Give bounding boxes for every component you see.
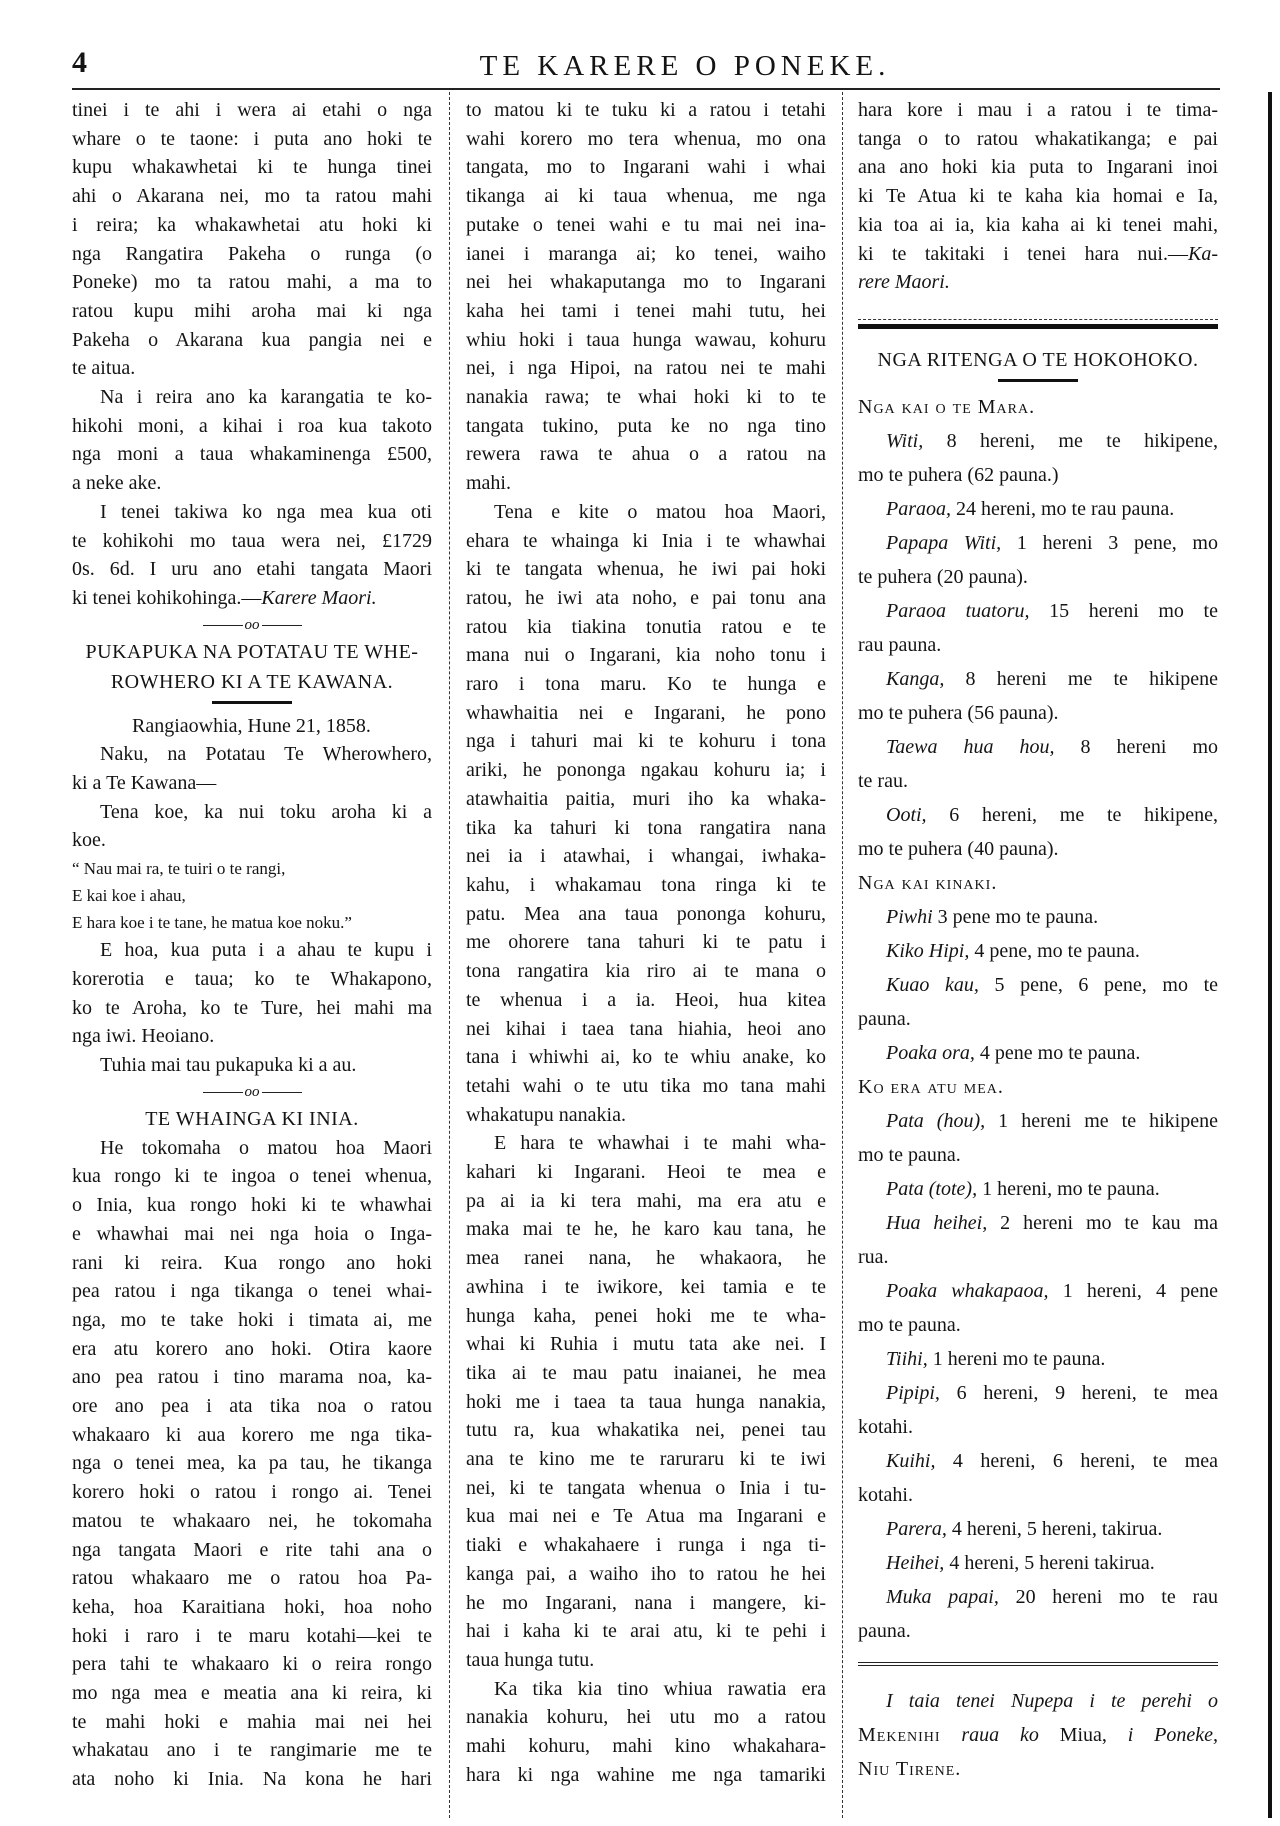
text-line	[858, 492, 1218, 526]
text-line: nanakia kohuru, hei utu mo a ratou	[466, 1706, 826, 1729]
price-item	[858, 1444, 1218, 1512]
text-line: whakatau ano i te rangimarie me te	[72, 1739, 432, 1762]
heading-line: NGA RITENGA O TE HOKOHOKO.	[877, 348, 1199, 371]
text: 3 pene mo te pauna.	[932, 905, 1099, 928]
text-line: nga o tenei mea, ka pa tau, he tikanga	[72, 1452, 432, 1475]
italic-text: Papapa Witi,	[886, 531, 1002, 554]
text-line: mea ranei nana, he whakaora, he	[466, 1247, 826, 1270]
text-line	[858, 1752, 1218, 1786]
text-line: ko te Aroha, ko te Ture, hei mahi ma	[72, 996, 432, 1019]
text-line: nei kihai i taea tana hiahia, heoi ano	[466, 1017, 826, 1040]
price-item	[858, 1172, 1218, 1206]
text-line: te whenua i a ia. Heoi, hua kitea	[466, 988, 826, 1011]
text-line	[858, 730, 1218, 764]
text-line: whare o te taone: i puta ano hoki te	[72, 127, 432, 150]
text-line	[858, 268, 1218, 297]
price-item	[858, 1546, 1218, 1580]
text-line: Poneke) mo ta ratou mahi, a ma to	[72, 271, 432, 294]
text-line: ratou whakaaro me o ratou hoa Pa-	[72, 1567, 432, 1590]
text-line: pera tahi te whakaaro ki o reira rongo	[72, 1653, 432, 1676]
text: 1 hereni, 4 pene	[1048, 1279, 1219, 1302]
price-item	[858, 1036, 1218, 1070]
italic-text: Kanga,	[886, 667, 945, 690]
text-line: me ohorere tana tahuri ki te patu i	[466, 931, 826, 954]
text-line: nga, mo te take hoki i timata ai, me	[72, 1308, 432, 1331]
price-item	[858, 1342, 1218, 1376]
text-line	[858, 1104, 1218, 1138]
price-item	[858, 1274, 1218, 1342]
price-item	[858, 424, 1218, 492]
text-line: tana i whiwhi ai, ko te whiu anake, ko	[466, 1046, 826, 1069]
text-line	[858, 1546, 1218, 1580]
text-line: nga i tahuri mai ki te kohuru i tona	[466, 730, 826, 753]
text: 5 pene, 6 pene, mo te	[978, 973, 1219, 996]
text-line: ki Te Atua ki te kaha kia homai e Ia,	[858, 185, 1218, 208]
italic-text: Muka papai,	[886, 1585, 999, 1608]
small-caps-text: Niu Tirene.	[858, 1757, 962, 1780]
text-line: pauna.	[858, 1007, 911, 1030]
text-line: Pakeha o Akarana kua pangia nei e	[72, 328, 432, 351]
text-line: korerotia e taua; ko te Whakapono,	[72, 967, 432, 990]
text: 8 hereni me te hikipene	[944, 667, 1218, 690]
text-line: kua rongo ki te ingoa o tenei whenua,	[72, 1165, 432, 1188]
text-line: korero hoki o ratou i rongo ai. Tenei	[72, 1481, 432, 1504]
italic-text: Ooti,	[886, 803, 927, 826]
heading-line: PUKAPUKA NA POTATAU TE WHE-	[85, 640, 419, 663]
price-item	[858, 1376, 1218, 1444]
italic-text: Karere Maori.	[261, 586, 377, 609]
text-line: patu. Mea ana taua pononga kohuru,	[466, 902, 826, 925]
italic-text: Kuao kau,	[886, 973, 979, 996]
paragraph	[72, 383, 432, 498]
text-line: Tuhia mai tau pukapuka ki a au.	[100, 1053, 357, 1076]
text-line: whakatupu nanakia.	[466, 1103, 626, 1126]
text-line: tanga o to ratou whakatikanga; e pai	[858, 127, 1218, 150]
italic-text: Heihei,	[886, 1551, 945, 1574]
italic-text: Hua heihei,	[886, 1211, 988, 1234]
text-line: hoki i raro i te maru kotahi—kei te	[72, 1624, 432, 1647]
divider-bar	[203, 625, 243, 626]
text-line: tangata, mo to Ingarani wahi i whai	[466, 156, 826, 179]
text-line: te puhera (20 pauna).	[858, 565, 1028, 588]
text-line: ano pea ratou i tino marama noa, ka-	[72, 1366, 432, 1389]
text-line: ariki, he pononga ngakau kohuru ia; i	[466, 759, 826, 782]
text-line: Naku, na Potatau Te Wherowhero,	[100, 743, 432, 766]
paragraph	[72, 798, 432, 855]
text-line	[858, 1206, 1218, 1240]
text-line: rau pauna.	[858, 633, 942, 656]
text-line	[858, 424, 1218, 458]
text-line	[858, 798, 1218, 832]
divider-bar	[203, 1092, 243, 1093]
text-line: nanakia rawa; te whai hoki ki to te	[466, 386, 826, 409]
italic-text: Piwhi	[886, 905, 933, 928]
text: 1 hereni, mo te pauna.	[977, 1177, 1160, 1200]
text-line: ratou kia tiakina tonutia ratou e te	[466, 615, 826, 638]
paragraph	[466, 498, 826, 1129]
newspaper-title: TE KARERE O PONEKE.	[479, 50, 891, 82]
text-line: ianei i maranga ai; ko tenei, waiho	[466, 242, 826, 265]
price-category: Nga kai o te Mara.	[858, 395, 1036, 418]
text-line: tetahi wahi o te utu tika mo tana mahi	[466, 1074, 826, 1097]
heading-line: TE WHAINGA KI INIA.	[145, 1107, 359, 1130]
thick-rule	[858, 324, 1218, 329]
text-line: kahari ki Ingarani. Heoi te mea e	[466, 1161, 826, 1184]
price-item	[858, 662, 1218, 730]
paragraph	[72, 1134, 432, 1794]
italic-text: Witi,	[886, 429, 924, 452]
text-line: kahu, i whakamau tona ringa ki te	[466, 873, 826, 896]
text: 4 hereni, 5 hereni, takirua.	[946, 1517, 1163, 1540]
text-line	[858, 1580, 1218, 1614]
text-line: te kohikohi mo taua wera nei, £1729	[72, 529, 432, 552]
italic-text: Taewa hua hou,	[886, 735, 1055, 758]
italic-text: Tiihi,	[886, 1347, 928, 1370]
italic-text: I taia tenei Nupepa i te perehi o	[886, 1689, 1218, 1712]
price-item	[858, 934, 1218, 968]
text-line: rua.	[858, 1245, 889, 1268]
text-line: hunga kaha, penei hoki me te wha-	[466, 1304, 826, 1327]
text-line: pauna.	[858, 1619, 911, 1642]
text-line: nga tangata Maori e rite tahi ana o	[72, 1538, 432, 1561]
italic-text: Paraoa tuatoru,	[886, 599, 1030, 622]
text: ki tenei kohikohinga.—	[72, 586, 262, 609]
italic-text: raua ko	[940, 1723, 1060, 1746]
text-line: pea ratou i nga tikanga o tenei whai-	[72, 1280, 432, 1303]
text-line: ata noho ki Inia. Na kona he hari	[72, 1768, 432, 1791]
price-item	[858, 594, 1218, 662]
text-line: maka mai te he, he karo kau tana, he	[466, 1218, 826, 1241]
italic-text: rere Maori.	[858, 271, 950, 294]
text: 8 hereni, me te hikipene,	[923, 429, 1218, 452]
text-line: hara kore i mau i a ratou i te tima-	[858, 99, 1218, 121]
article-heading	[72, 637, 432, 697]
text-line: kia toa ai ia, kia kaha ai ki tenei mahi,	[858, 213, 1218, 236]
text-line: hoki me i taea ta taua hunga nanakia,	[466, 1390, 826, 1413]
italic-text: Kuihi,	[886, 1449, 936, 1472]
text-line: rani ki reira. Kua rongo ano hoki	[72, 1251, 432, 1274]
poem-quote	[72, 855, 432, 936]
column-1	[72, 96, 432, 1794]
text-line: tangata tukino, puta ke no nga tino	[466, 414, 826, 437]
paragraph	[72, 936, 432, 1051]
poem-line: E kai koe i ahau,	[72, 886, 186, 906]
text-line: mo te pauna.	[858, 1313, 961, 1336]
text-line	[858, 1274, 1218, 1308]
column-2	[466, 96, 826, 1789]
text-line: era atu korero ano hoki. Otira kaore	[72, 1337, 432, 1360]
italic-text: Pipipi,	[886, 1381, 940, 1404]
text-line: taua hunga tutu.	[466, 1648, 595, 1671]
text-line: e whawhai mai nei nga hoia o Inga-	[72, 1222, 432, 1245]
text-line: mo te puhera (40 pauna).	[858, 837, 1059, 860]
paragraph	[72, 498, 432, 613]
paragraph	[466, 1129, 826, 1674]
text-line: nga moni a taua whakaminenga £500,	[72, 443, 432, 466]
text-line	[858, 240, 1218, 269]
paragraph	[466, 1675, 826, 1790]
column-divider	[449, 92, 450, 1818]
text: 20 hereni mo te rau	[998, 1585, 1218, 1608]
italic-text: Pata (tote),	[886, 1177, 978, 1200]
header-rule	[72, 88, 1220, 90]
text-line: Tena e kite o matou hoa Maori,	[494, 500, 826, 523]
italic-text: Parera,	[886, 1517, 947, 1540]
paragraph	[72, 1051, 432, 1080]
text: 1 hereni 3 pene, mo	[1001, 531, 1218, 554]
text-line: rewera rawa te ahua o a ratou na	[466, 443, 826, 466]
text-line: tiaki e whakahaere i runga i nga ti-	[466, 1534, 826, 1557]
text-line: tika ka tahuri ki tona rangatira nana	[466, 816, 826, 839]
text-line: kotahi.	[858, 1415, 913, 1438]
dateline: Rangiaowhia, Hune 21, 1858.	[132, 714, 371, 737]
italic-text: Poaka whakapaoa,	[886, 1279, 1049, 1302]
text-line: nei ia i atawhai, i whangai, iwhaka-	[466, 845, 826, 868]
text-line: Na i reira ano ka karangatia te ko-	[100, 386, 432, 409]
paragraph	[72, 740, 432, 797]
text-line: ki a Te Kawana—	[72, 772, 217, 795]
text-line: whawhaitia nei e Ingarani, he pono	[466, 701, 826, 724]
price-item	[858, 492, 1218, 526]
text-line: tona rangatira kia riro ai te mana o	[466, 960, 826, 983]
text-line: ratou, he iwi ata noho, e pai tonu ana	[466, 586, 826, 609]
italic-text: i Poneke,	[1106, 1723, 1218, 1746]
text-line: Ka tika kia tino whiua rawatia era	[494, 1677, 826, 1700]
italic-text: Paraoa,	[886, 497, 951, 520]
text: 1 hereni me te hikipene	[985, 1109, 1218, 1132]
text-line: whai ki Ruhia i mutu tata ake nei. I	[466, 1333, 826, 1356]
section-divider	[72, 1080, 432, 1104]
price-item	[858, 968, 1218, 1036]
poem-line: E hara koe i te tane, he matua koe noku.”	[72, 913, 352, 933]
text-line: pa ai ia ki tera mahi, ma era atu e	[466, 1189, 826, 1212]
printer-imprint	[858, 1684, 1218, 1786]
paragraph	[72, 96, 432, 383]
text-line: tutu ra, kua whakatika nei, penei tau	[466, 1419, 826, 1442]
text-line: he mo Ingarani, nana i mangere, ki-	[466, 1591, 826, 1614]
text-line: mo te puhera (56 pauna).	[858, 701, 1059, 724]
price-item	[858, 730, 1218, 798]
text-line: atawhaitia paitia, muri iho ka whaka-	[466, 787, 826, 810]
text-line: putake o tenei wahi e tu mai nei ina-	[466, 213, 826, 236]
text-line: kanga pai, a waiho iho to ratou he hei	[466, 1562, 826, 1585]
text-line: mahi kohuru, mahi kino whakahara-	[466, 1735, 826, 1758]
poem-line: “ Nau mai ra, te tuiri o te rangi,	[72, 859, 286, 879]
text-line: Tena koe, ka nui toku aroha ki a	[100, 800, 432, 823]
text-line: ehara te whainga ki Inia i te whawhai	[466, 529, 826, 552]
text: 4 hereni, 5 hereni takirua.	[944, 1551, 1155, 1574]
small-caps-text: Mekenihi	[858, 1723, 941, 1746]
text-line: nga iwi. Heoiano.	[72, 1025, 215, 1048]
text-line: whakaaro ki aua korero me nga tika-	[72, 1423, 432, 1446]
price-item	[858, 900, 1218, 934]
text-line: keha, hoa Karaitiana hoki, hoa noho	[72, 1595, 432, 1618]
divider-ornament: oo	[244, 616, 260, 633]
paragraph	[858, 96, 1218, 297]
price-item	[858, 1580, 1218, 1648]
text: 6 hereni, me te hikipene,	[926, 803, 1218, 826]
text-line: mana nui o Ingarani, kia noho tonu i	[466, 644, 826, 667]
italic-text: Poaka ora,	[886, 1041, 975, 1064]
price-category: Nga kai kinaki.	[858, 871, 998, 894]
text-line: tika ai te mau patu inaianei, he mea	[466, 1361, 826, 1384]
text-line: ore ano pea i ata tika noa o ratou	[72, 1395, 432, 1418]
short-rule	[998, 379, 1078, 382]
divider-bar	[262, 1092, 302, 1093]
text-line: a neke ake.	[72, 472, 162, 495]
text: 15 hereni mo te	[1029, 599, 1218, 622]
text-line	[858, 594, 1218, 628]
text-line	[72, 584, 432, 613]
text-line: te aitua.	[72, 357, 136, 380]
text-line: ki te tangata whenua, he iwi pai hoki	[466, 558, 826, 581]
article-heading	[72, 1104, 432, 1134]
text-line: hikohi moni, a kihai i roa kua takoto	[72, 414, 432, 437]
text-line: to matou ki te tuku ki a ratou i tetahi	[466, 99, 826, 121]
italic-text: Pata (hou),	[886, 1109, 986, 1132]
text-line: whiu hoki i taua hunga wawau, kohuru	[466, 328, 826, 351]
text: 24 hereni, mo te rau pauna.	[951, 497, 1175, 520]
text-line	[858, 1718, 1218, 1752]
column-divider	[842, 92, 843, 1818]
double-rule	[858, 1662, 1218, 1666]
text-line: mahi.	[466, 472, 511, 495]
text-line	[858, 662, 1218, 696]
price-item	[858, 526, 1218, 594]
text-line	[858, 1512, 1218, 1546]
text-line: nei, i nga Hipoi, na ratou nei te mahi	[466, 357, 826, 380]
text-line: o Inia, kua rongo hoki ki te whawhai	[72, 1194, 432, 1217]
text-line: E hoa, kua puta i a ahau te kupu i	[100, 939, 432, 962]
text-line: ana te kino me te raruraru ki te iwi	[466, 1448, 826, 1471]
text-line: kaha hei tami i tenei mahi tutu, hei	[466, 299, 826, 322]
divider-bar	[262, 625, 302, 626]
text: ki te takitaki i tenei hara nui.—	[858, 242, 1188, 265]
text-line	[858, 1172, 1218, 1206]
text-line: ratou kupu mihi aroha mai ki nga	[72, 299, 432, 322]
text: 4 pene mo te pauna.	[974, 1041, 1141, 1064]
text: 4 pene, mo te pauna.	[969, 939, 1140, 962]
short-rule	[212, 701, 292, 704]
price-item	[858, 1206, 1218, 1274]
text-line	[858, 526, 1218, 560]
text: 2 hereni mo te kau ma	[987, 1211, 1218, 1234]
text: 6 hereni, 9 hereni, te mea	[939, 1381, 1218, 1404]
price-item	[858, 1104, 1218, 1172]
text-line	[858, 1684, 1218, 1718]
text-line: awhina i te iwikore, kei tamia e te	[466, 1275, 826, 1298]
text-line: ana ano hoki kia puta to Ingarani inoi	[858, 156, 1218, 179]
text-line: I tenei takiwa ko nga mea kua oti	[100, 500, 432, 523]
heading-line: ROWHERO KI A TE KAWANA.	[110, 670, 394, 693]
text-line: te mahi hoki e mahia mai nei hei	[72, 1710, 432, 1733]
text-line: te rau.	[858, 769, 908, 792]
section-end-rule	[858, 319, 1218, 329]
italic-text: Ka-	[1188, 242, 1218, 265]
text-line: nei hei whakaputanga mo to Ingarani	[466, 271, 826, 294]
text-line	[858, 1342, 1218, 1376]
price-category: Ko era atu mea.	[858, 1075, 1004, 1098]
text-line: kotahi.	[858, 1483, 913, 1506]
text-line: tikanga ai ki taua whenua, me nga	[466, 185, 826, 208]
text-line: ahi o Akarana nei, mo ta ratou mahi	[72, 185, 432, 208]
section-divider	[72, 613, 432, 637]
text: 4 hereni, 6 hereni, te mea	[935, 1449, 1218, 1472]
text-line: wahi korero mo tera whenua, mo ona	[466, 127, 826, 150]
page-number: 4	[72, 46, 87, 79]
text: Miua,	[1059, 1723, 1107, 1746]
text: 8 hereni mo	[1054, 735, 1218, 758]
italic-text: Kiko Hipi,	[886, 939, 970, 962]
text-line	[858, 934, 1218, 968]
paragraph	[466, 96, 826, 498]
text-line: kupu whakawhetai ki te hunga tinei	[72, 156, 432, 179]
article-heading	[858, 345, 1218, 375]
text-line: hai i kaha ki te arai atu, ki te pehi i	[466, 1620, 826, 1643]
text-line: He tokomaha o matou hoa Maori	[100, 1136, 432, 1159]
text-line: i reira; ka whakawhetai atu hoki ki	[72, 213, 432, 236]
text-line: koe.	[72, 829, 106, 852]
text-line: raro i tona maru. Ko te hunga e	[466, 673, 826, 696]
text: 1 hereni mo te pauna.	[927, 1347, 1106, 1370]
text-line	[858, 1444, 1218, 1478]
text-line	[858, 968, 1218, 1002]
text-line: tinei i te ahi i wera ai etahi o nga	[72, 99, 432, 121]
text-line	[858, 1036, 1218, 1070]
divider-ornament: oo	[244, 1083, 260, 1100]
text-line: mo te puhera (62 pauna.)	[858, 463, 1059, 486]
text-line: nei, ki te tangata whenua o Inia i tu-	[466, 1476, 826, 1499]
text-line	[858, 1376, 1218, 1410]
text-line: matou te whakaaro nei, he tokomaha	[72, 1509, 432, 1532]
column-3	[858, 96, 1218, 1786]
page-edge-rule	[1268, 92, 1272, 1818]
text-line: nga Rangatira Pakeha o runga (o	[72, 242, 432, 265]
text-line: E hara te whawhai i te mahi wha-	[494, 1132, 826, 1155]
text-line: mo te pauna.	[858, 1143, 961, 1166]
text-line: kua mai nei e Te Atua ma Ingarani e	[466, 1505, 826, 1528]
text-line: 0s. 6d. I uru ano etahi tangata Maori	[72, 558, 432, 581]
price-item	[858, 1512, 1218, 1546]
text-line: mo nga mea e meatia ana ki reira, ki	[72, 1682, 432, 1705]
text-line	[858, 900, 1218, 934]
text-line: hara ki nga wahine me nga tamariki	[466, 1763, 826, 1786]
price-item	[858, 798, 1218, 866]
